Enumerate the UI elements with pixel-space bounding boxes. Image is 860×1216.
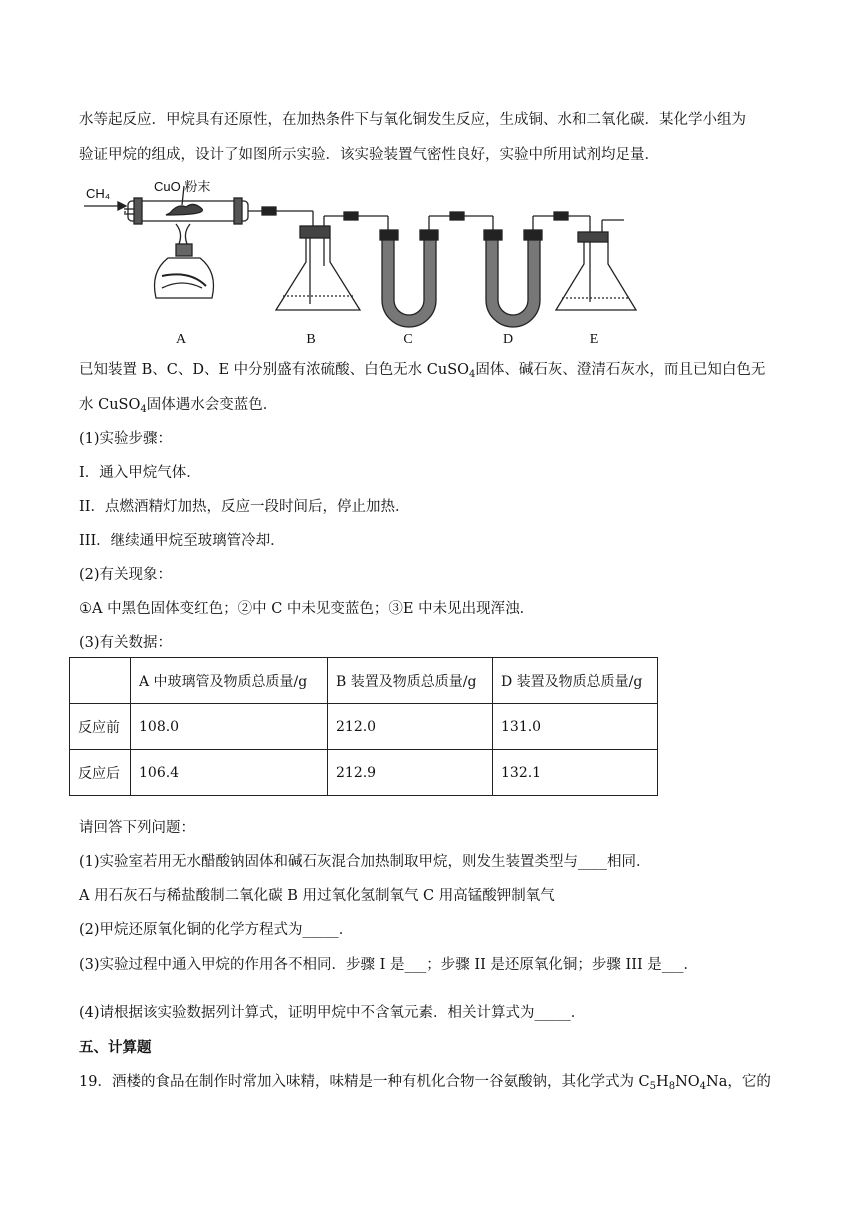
flask-e xyxy=(556,242,636,310)
table-header-row xyxy=(70,658,658,704)
flask-b-stopper xyxy=(300,226,330,238)
data-heading: (3)有关数据： xyxy=(79,635,173,651)
phenomena-text: ①A 中黑色固体变红色；②中 C 中未见变蓝色；③E 中未见出现浑浊． xyxy=(79,601,535,617)
question-19: 19．酒楼的食品在制作时常加入味精，味精是一种有机化合物一谷氨酸钠，其化学式为 $C_5H_8NO_4Na$，它的 xyxy=(79,1074,771,1092)
table-cell: 212.0 xyxy=(328,704,493,750)
table-cell: 132.1 xyxy=(493,750,658,796)
table-header-cell: B 装置及物质总质量/g xyxy=(328,658,493,704)
intro-line-2: 验证甲烷的组成，设计了如图所示实验．该实验装置气密性良好，实验中所用试剂均足量． xyxy=(79,147,659,163)
table-row xyxy=(70,704,658,750)
question-3: (3)实验过程中通入甲烷的作用各不相同．步骤 I 是___；步骤 II 是还原氧化铜；步骤 III 是___． xyxy=(79,957,699,973)
table-row xyxy=(70,750,658,796)
cuo-label: CuO 粉末 xyxy=(154,179,211,194)
known-line-1: 已知装置 B、C、D、E 中分别盛有浓硫酸、白色无水 CuSO$_4$固体、碱石灰、澄清石灰水，而且已知白色无 xyxy=(79,362,766,380)
step-3: III．继续通甲烷至玻璃管冷却． xyxy=(79,533,285,549)
table-header-cell xyxy=(70,658,131,704)
section-5-title: 五、计算题 xyxy=(79,1039,152,1056)
table-cell: 反应后 xyxy=(70,750,131,796)
table-cell: 106.4 xyxy=(131,750,328,796)
ch4-label: CH₄ xyxy=(86,186,111,201)
u-tube-c xyxy=(382,240,436,327)
phenomena-heading: (2)有关现象： xyxy=(79,567,173,583)
steps-heading: (1)实验步骤： xyxy=(79,431,173,447)
table-cell: 212.9 xyxy=(328,750,493,796)
table-cell: 131.0 xyxy=(493,704,658,750)
question-1: (1)实验室若用无水醋酸钠固体和碱石灰混合加热制取甲烷，则发生装置类型与____相同． xyxy=(79,854,651,870)
table-cell: 108.0 xyxy=(131,704,328,750)
apparatus-figure xyxy=(78,176,638,348)
table-header-cell: A 中玻璃管及物质总质量/g xyxy=(131,658,328,704)
question-2: (2)甲烷还原氧化铜的化学方程式为_____． xyxy=(79,922,354,938)
u-tube-c-left-cap xyxy=(380,230,398,240)
u-tube-d xyxy=(486,240,540,327)
intro-line-1: 水等起反应．甲烷具有还原性，在加热条件下与氧化铜发生反应，生成铜、水和二氧化碳．某化学小组为 xyxy=(79,112,746,128)
table-header-cell: D 装置及物质总质量/g xyxy=(493,658,658,704)
question-4: (4)请根据该实验数据列计算式，证明甲烷中不含氧元素．相关计算式为_____． xyxy=(79,1005,586,1021)
u-tube-d-left-cap xyxy=(484,230,502,240)
table-cell: 反应前 xyxy=(70,704,131,750)
device-label-c: C xyxy=(403,332,413,347)
device-label-b: B xyxy=(306,332,316,347)
device-label-d: D xyxy=(502,332,514,347)
flask-e-stopper xyxy=(578,232,608,242)
step-1: I．通入甲烷气体． xyxy=(79,465,201,481)
data-table xyxy=(69,657,658,796)
device-label-a: A xyxy=(175,332,187,347)
device-label-e: E xyxy=(589,332,599,347)
known-line-2: 水 CuSO$_4$固体遇水会变蓝色． xyxy=(79,397,278,415)
questions-intro: 请回答下列问题： xyxy=(79,820,195,836)
flask-b xyxy=(276,238,360,310)
step-2: II．点燃酒精灯加热，反应一段时间后，停止加热． xyxy=(79,499,410,515)
question-1-options: A 用石灰石与稀盐酸制二氧化碳 B 用过氧化氢制氧气 C 用高锰酸钾制氧气 xyxy=(79,888,555,904)
